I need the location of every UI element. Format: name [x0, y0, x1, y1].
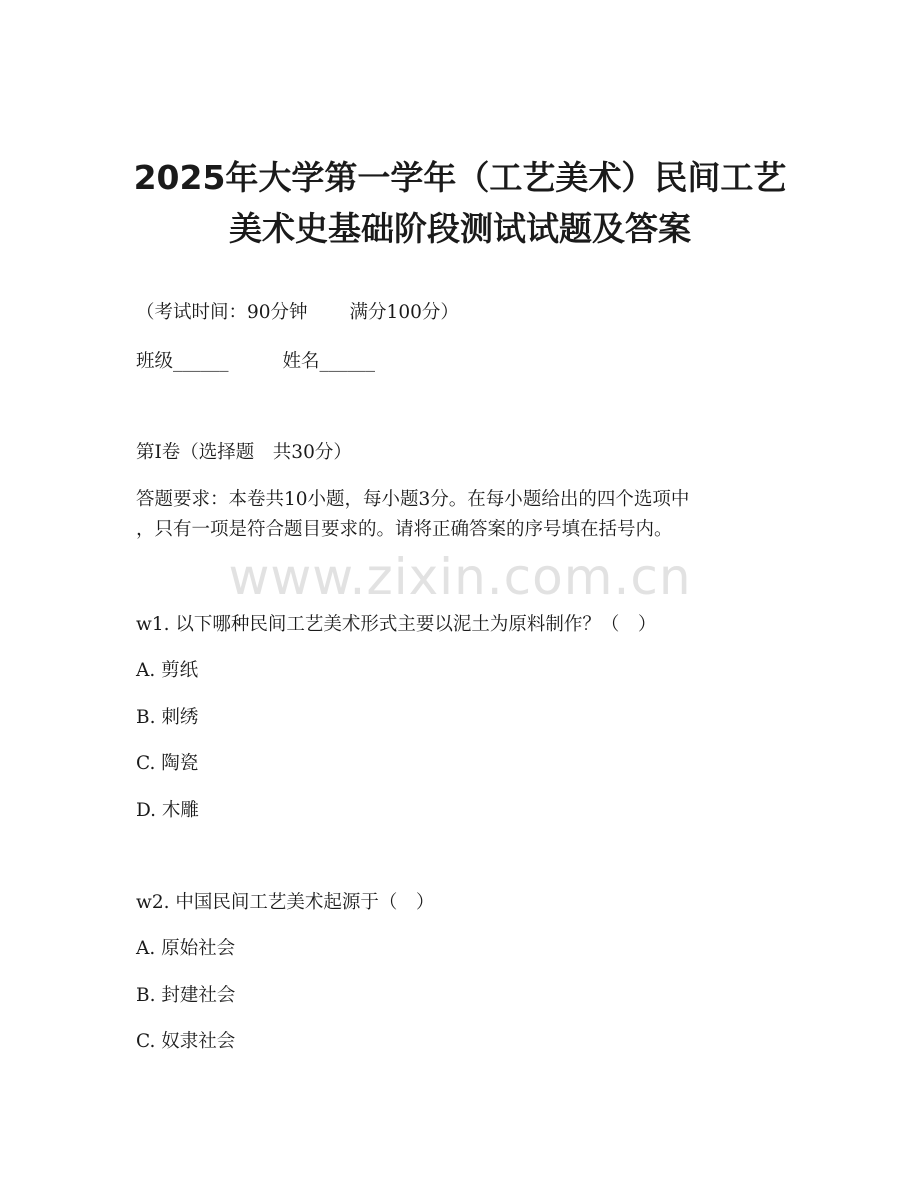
question-1-option-c: C. 陶瓷	[136, 753, 199, 774]
instruction-line-2: ，只有一项是符合题目要求的。请将正确答案的序号填在括号内。	[136, 519, 673, 540]
student-fields	[136, 349, 375, 375]
exam-info	[136, 300, 459, 326]
document-title-line-1: 2025年大学第一学年（工艺美术）民间工艺	[133, 158, 787, 197]
question-1-stem: w1. 以下哪种民间工艺美术形式主要以泥土为原料制作？（ ）	[136, 614, 657, 635]
question-1-option-b: B. 刺绣	[136, 707, 199, 728]
question-2-option-b: B. 封建社会	[136, 985, 236, 1006]
watermark: www.zixin.com.cn	[228, 548, 692, 606]
section-heading: 第Ⅰ卷（选择题 共30分）	[136, 442, 352, 463]
instruction-line-1: 答题要求：本卷共10小题，每小题3分。在每小题给出的四个选项中	[136, 489, 690, 510]
exam-time: （考试时间：90分钟	[136, 302, 308, 323]
question-2-stem: w2. 中国民间工艺美术起源于（ ）	[136, 892, 435, 913]
document-title-line-2: 美术史基础阶段测试试题及答案	[229, 209, 691, 248]
exam-full-score: 满分100分）	[349, 302, 459, 323]
question-1-option-a: A. 剪纸	[136, 660, 199, 681]
question-1-option-d: D. 木雕	[136, 800, 199, 821]
question-2-option-c: C. 奴隶社会	[136, 1031, 236, 1052]
name-field-label: 姓名______	[282, 351, 376, 372]
question-2-option-a: A. 原始社会	[136, 938, 236, 959]
class-field-label: 班级______	[136, 351, 229, 372]
